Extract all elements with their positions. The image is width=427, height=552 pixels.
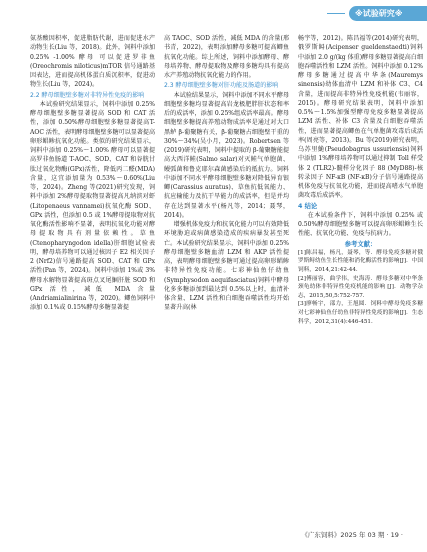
paragraph: 氨基酸因积率，促进脂肪代谢，进而促进水产动物生长(Liu 等，2018)。此外，饲料中添加 0.25% -1.00% 酵母 可以促进罗非鱼(Oreochromis niloticus)mTOR 信号通路基因表达，进而提高机体蛋白质沉积率，促进动物生长(Liu 等，2024)。 — [30, 35, 155, 89]
paragraph: 本试验结果显示，饲料中添加不同水平酵母细胞壁多糖均显著提高岩龙极肥胖肝状态和率后的成活率，添加 0.25%组成活率最高。酵母细胞壁多糖提高养殖动物成活率是通过对大口黑鲈 β-葡聚糖有关，β-葡聚糖占细胞壁干重的 30%～34%(吴小月，2023)。Robertsen 等(2019)研究表明，饲料中提取的 β-葡聚糖能提高大西洋鲑(Salmo salar)对灭鲑气单胞菌、鳗弧菌和鲁克耶尔森菌感染后的抵抗力。饲料中添加不同水平酵母细胞壁多糖对降低异育银鲫(Carassius auratus)、草鱼抗低氧能力、抗应输能力及抗干旱能力的成活率，但是并均存在达到显著水平(杨凡等，2014；聂琴，2014)。 — [164, 91, 289, 219]
reference-item: [2]傅丽容，曲学伟，史海涛．酵母多糖对中华条颈龟幼体非特异性免疫机能的影响 [J]．动物学杂志，2015,50,5:752-757. — [298, 275, 423, 299]
section-heading: 2.2 酵母细胞壁多糖对非特异性免疫的影响 — [30, 91, 145, 99]
column-middle — [164, 34, 289, 313]
paragraph: 增强机体免疫力和抗氧化能力可以有效降低环境胁迫或病菌感染造成的疾病暴发甚至死亡。本试验研究结果显示，饲料中添加 0.25%酵母细胞壁多糖血清 LZM 和 AKP 活性提高，表明酵母细胞壁多糖可通过提高卵形鲳鲹非特异性免疫功能。七彩神仙鱼仔幼鱼(Symphysodon aequifasciatus)饲料中酵母化多多糖添加到最达到 0.5%以上时，血清补体含量、LZM 活性和白细胞吞噬活性均开始显著升高(林 — [164, 221, 289, 312]
section-heading: 2.3 酵母细胞壁多糖对肝功能及肠道的影响 — [164, 82, 279, 90]
reference-item: [3]廖畅宇，邵力，王旭圆．饲料中酵母免疫多糖对七彩神仙鱼仔幼鱼非特异性免疫的影响[J]．生态科学，2012,31(4):446-451. — [298, 301, 423, 325]
paragraph: 在本试验条件下，饲料中添加 0.25% 或 0.50%酵母细胞壁多糖可以提高卵形鲳鲹生长性能、抗氧化功能、免疫与抗病力。 — [298, 211, 423, 238]
column-left — [30, 34, 155, 313]
reference-item: [1]陈昌福，杨凡，聂琴，等．酵母免疫多糖对俄罗斯鲟幼鱼生长性能和消化酶活性的影响[J]．中国饲料，2014,21:42-44. — [298, 249, 423, 273]
section-tag: ※试验研究※ — [349, 6, 427, 21]
page-footer: 《广东饲料》2025 年 03 期 · 19 · — [301, 531, 403, 539]
reference-list — [298, 249, 423, 326]
conclusion-heading: 4 结论 — [298, 202, 318, 210]
references-heading: 参考文献： — [344, 240, 377, 248]
paragraph: 高 TAOC、SOD 活性，减低 MDA 的含量(邢书青，2022)，表明添加酵母多糖可提高鲫鱼抗氧化功能。综上所述，饲料中添加酵母、酵母培养物、酵母提取物及酵母多糖均具有提高水产养殖动物抗氧化能力的作用。 — [164, 35, 289, 79]
paragraph: 本试验研究结果显示，饲料中添加 0.25%酵母细胞壁多糖显著提高 SOD 和 CAT 活性，添加 0.50%酵母细胞壁多糖显著提高T-AOC 活性，表明酵母细胞壁多糖可以显著提高卵形鲳鲹抗氧化功能。类似的研究结果显示，饲料中添加 0.25%～1.00% 酵母可以显著提高罗非鱼肠道 T-AOC、SOD、CAT 和谷胱甘肽过氧化物酶(GPx)活性，降低丙二醛(MDA)含量，这宜添加量为 0.53%～0.60%(Liu 等，2024)。Zheng 等(2021)研究发现，饲料中添加 2%酵母提取物显著提高凡纳滨对虾(Litopenaeus vannamei)抗氧化酶 SOD、GPx 活性，但添加 0.5 或 1%酵母提取物对抗氧化酶活性影响不显著，表明抗氧化功能对酵母提取物具有剂量依赖性。草鱼(Ctenopharyngodon idella)肝细胞试验表明，酵母培养物可以通过核因子 E2 相关因子 2 (Nrf2)信号通路提高 SOD、CAT 和 GPx 活性(Pan 等，2024)。饲料中添加 1%或 3%酵母水解物显著提高斑点叉尾鮰肝脏 SOD 和 GPx 活性，减低 MDA 含量(Andriamialinirina 等，2020)。鲫鱼饲料中添加 0.1%或 0.15%酵母多糖显著提 — [30, 100, 155, 312]
paragraph: 畅宇等，2012)。陈昌福等(2014)研究表明，俄罗斯鲟(Acipenser gueldenstaedti)饲料中添加 2.0 g/(kg 体重)酵母多糖显著提高白细胞吞噬活性和 LZM 活性。饲料中添加 0.12%酵母多糖通过提高中华条(Mauremys sinensis)幼体血清中 LZM 和补体 C3、C4 含量，进而提高非特异性免疫机能(韦丽容，2015)。酵母研究结果表明，饲料中添加 0.5%～1.5%加强型酵母免疫多糖显著提高 LZM 活性、补体 C3 含量及白细胞吞噬活性，进而显著提高鲫鱼在气单胞菌攻毒后成活率(周亮等，2013)。Bu 等(2019)研究表明，乌苏里鮠(Pseudobagrus ussuriensis)饲料中添加 1%酵母培养物可以通过抑制 Toll 样受体 2 (TLR2)-髓样分化因子 88 (MyD88)-核转录因子 NF-κB (NF-κB)分子信号通路提高机体免疫与抗氧化功能，进而提高嗜水气单胞菌攻毒后成活率。 — [298, 35, 423, 200]
column-right — [298, 34, 423, 326]
